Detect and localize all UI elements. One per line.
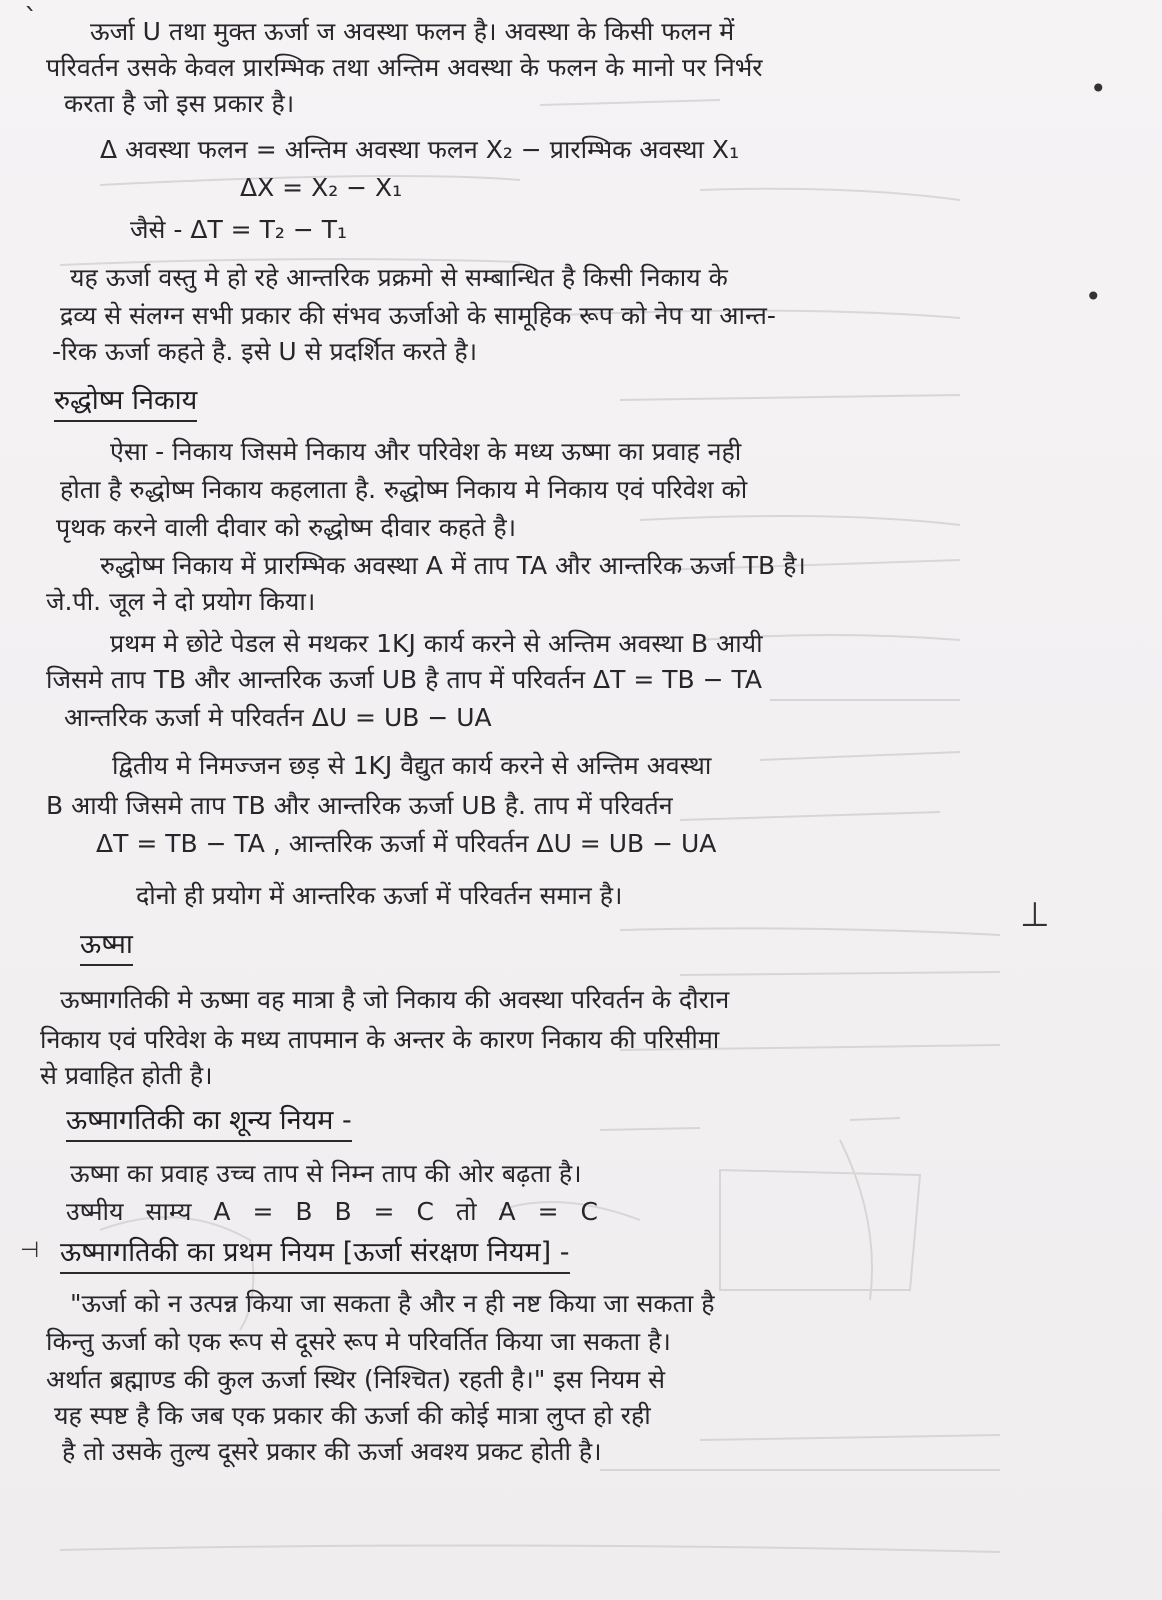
margin-cross-mark: ⊥ [1020,895,1050,935]
text-line: ऊष्मा का प्रवाह उच्च ताप से निम्न ताप की ओर बढ़ता है। [70,1159,582,1188]
text-line: प्रथम मे छोटे पेडल से मथकर 1KJ कार्य करने से अन्तिम अवस्था B आयी [110,629,763,658]
section-heading: ऊष्मागतिकी का प्रथम नियम [ऊर्जा संरक्षण नियम] - [60,1236,570,1274]
text-line: द्रव्य से संलग्न सभी प्रकार की संभव ऊर्जाओ के सामूहिक रूप को नेप या आन्त- [60,301,776,330]
text-line: निकाय एवं परिवेश के मध्य तापमान के अन्तर के कारण निकाय की परिसीमा [40,1025,720,1054]
margin-dot: • [1090,72,1107,105]
text-line: अर्थात ब्रह्माण्ड की कुल ऊर्जा स्थिर (निश्चित) रहती है।" इस नियम से [46,1365,666,1394]
text-line: B आयी जिसमे ताप TB और आन्तरिक ऊर्जा UB है. ताप में परिवर्तन [46,791,673,820]
section-heading: रुद्धोष्म निकाय [54,384,197,422]
text-line: ऊर्जा U तथा मुक्त ऊर्जा ज अवस्था फलन है। अवस्था के किसी फलन में [90,17,735,46]
margin-dot: • [1085,280,1102,313]
text-line: ऐसा - निकाय जिसमे निकाय और परिवेश के मध्य ऊष्मा का प्रवाह नही [110,437,742,466]
text-line: करता है जो इस प्रकार है। [64,89,295,118]
text-line: ऊष्मागतिकी मे ऊष्मा वह मात्रा है जो निकाय की अवस्था परिवर्तन के दौरान [60,985,730,1014]
text-line: है तो उसके तुल्य दूसरे प्रकार की ऊर्जा अवश्य प्रकट होती है। [62,1437,602,1466]
text-line: होता है रुद्धोष्म निकाय कहलाता है. रुद्धोष्म निकाय मे निकाय एवं परिवेश को [60,475,748,504]
text-line: यह ऊर्जा वस्तु मे हो रहे आन्तरिक प्रक्रमो से सम्बान्धित है किसी निकाय के [70,263,728,292]
equation-line: Δ अवस्था फलन = अन्तिम अवस्था फलन X₂ − प्रारम्भिक अवस्था X₁ [100,135,740,164]
text-line: -रिक ऊर्जा कहते है. इसे U से प्रदर्शित करते है। [52,337,478,366]
text-line: द्वितीय मे निमज्जन छड़ से 1KJ वैद्युत कार्य करने से अन्तिम अवस्था [112,751,712,780]
margin-arrow-mark: ⊣ [20,1238,40,1263]
text-line: ΔT = TB − TA , आन्तरिक ऊर्जा में परिवर्तन ΔU = UB − UA [96,829,717,858]
text-line: यह स्पष्ट है कि जब एक प्रकार की ऊर्जा की कोई मात्रा लुप्त हो रही [54,1401,651,1430]
text-line: से प्रवाहित होती है। [40,1061,213,1090]
text-line: जे.पी. जूल ने दो प्रयोग किया। [46,587,316,616]
text-line: दोनो ही प्रयोग में आन्तरिक ऊर्जा में परिवर्तन समान है। [136,881,623,910]
margin-dot: ` [24,2,38,35]
text-line: "ऊर्जा को न उत्पन्न किया जा सकता है और न ही नष्ट किया जा सकता है [70,1289,715,1318]
text-line: पृथक करने वाली दीवार को रुद्धोष्म दीवार कहते है। [56,513,517,542]
text-line: परिवर्तन उसके केवल प्रारम्भिक तथा अन्तिम अवस्था के फलन के मानो पर निर्भर [46,53,763,82]
text-line: जिसमे ताप TB और आन्तरिक ऊर्जा UB है ताप में परिवर्तन ΔT = TB − TA [46,665,762,694]
section-heading: ऊष्मागतिकी का शून्य नियम - [66,1104,352,1142]
text-line: रुद्धोष्म निकाय में प्रारम्भिक अवस्था A में ताप TA और आन्तरिक ऊर्जा TB है। [100,551,806,580]
text-line: आन्तरिक ऊर्जा मे परिवर्तन ΔU = UB − UA [64,703,492,732]
equation-line: ΔX = X₂ − X₁ [240,173,403,202]
section-heading: ऊष्मा [80,928,133,966]
equation-line: जैसे - ΔT = T₂ − T₁ [130,215,348,244]
text-line: किन्तु ऊर्जा को एक रूप से दूसरे रूप मे परिवर्तित किया जा सकता है। [46,1327,671,1356]
text-line: उष्मीय साम्य A = B B = C तो A = C [66,1197,598,1226]
